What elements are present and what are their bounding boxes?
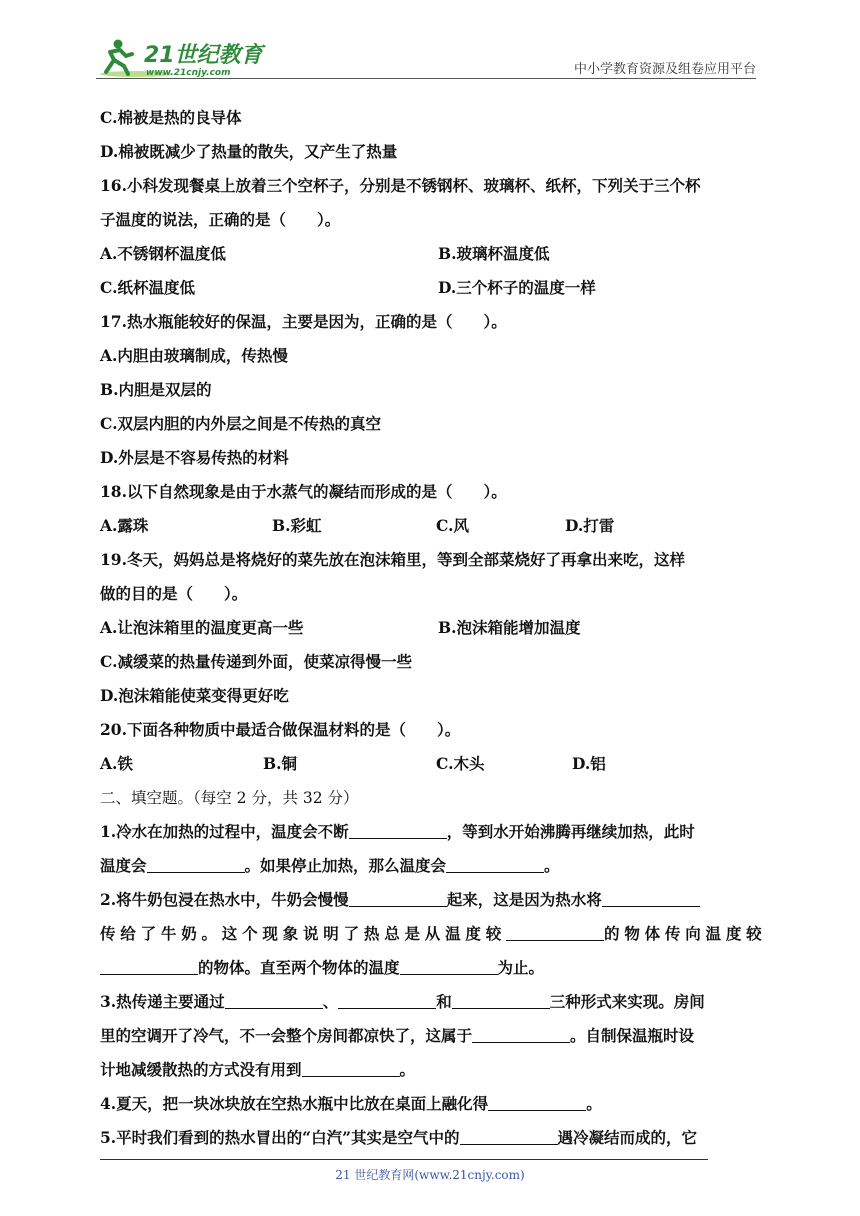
- footer-text: 21 世纪教育网(www.21cnjy.com): [335, 1168, 525, 1182]
- q19-option-a: A.让泡沫箱里的温度更高一些: [100, 618, 304, 637]
- q18-option-c: C.风: [436, 516, 469, 535]
- q20-option-d: D.铝: [572, 754, 606, 773]
- header-platform-text: 中小学教育资源及组卷应用平台: [573, 62, 756, 77]
- fill2-blank-2[interactable]: [602, 886, 700, 907]
- fill3-blank-5[interactable]: [302, 1056, 400, 1077]
- fill3-text-8: 。: [399, 1060, 416, 1079]
- fill4-line1: [100, 1087, 762, 1121]
- q15-option-d: D.棉被既减少了热量的散失，又产生了热量: [100, 142, 398, 161]
- fill1-blank-2[interactable]: [147, 852, 245, 873]
- fill3-text-3: 和: [436, 992, 452, 1011]
- q17-stem: 17.热水瓶能较好的保温，主要是因为，正确的是（ ）。: [100, 312, 507, 331]
- q19-option-d: D.泡沫箱能使菜变得更好吃: [100, 686, 289, 705]
- q19-stem-line2: 做的目的是（ ）。: [100, 584, 248, 603]
- q16-option-a: A.不锈钢杯温度低: [100, 244, 226, 263]
- fill3-blank-1[interactable]: [225, 988, 323, 1009]
- fill2-text-2: 起来，这是因为热水将: [446, 890, 602, 909]
- q17-option-c: C.双层内胆的内外层之间是不传热的真空: [100, 414, 381, 433]
- section2-title: 二、填空题。（每空 2 分，共 32 分）: [100, 789, 359, 807]
- q19-option-c: C.减缓菜的热量传递到外面，使菜凉得慢一些: [100, 652, 412, 671]
- fill5-blank-1[interactable]: [460, 1124, 558, 1145]
- fill4-text-1: 4.夏天，把一块冰块放在空热水瓶中比放在桌面上融化得: [100, 1094, 489, 1113]
- q20-options: [100, 747, 762, 781]
- fill1-text-3: 温度会: [100, 856, 147, 875]
- fill3-blank-3[interactable]: [452, 988, 550, 1009]
- svg-text:www.21cnjy.com: www.21cnjy.com: [146, 68, 231, 78]
- footer-divider: [100, 1159, 708, 1160]
- q16-options-row1: [100, 237, 762, 271]
- fill4-blank-1[interactable]: [488, 1090, 586, 1111]
- fill2-line3: [100, 951, 762, 985]
- q17-option-d: D.外层是不容易传热的材料: [100, 448, 289, 467]
- fill3-text-7: 计地减缓散热的方式没有用到: [100, 1060, 302, 1079]
- q20-stem: 20.下面各种物质中最适合做保温材料的是（ ）。: [100, 720, 461, 739]
- fill1-text-1: 1.冷水在加热的过程中，温度会不断: [100, 822, 349, 841]
- q16-option-c: C.纸杯温度低: [100, 278, 195, 297]
- q16-stem-line2: 子温度的说法，正确的是（ ）。: [100, 210, 341, 229]
- q17-option-a: A.内胆由玻璃制成，传热慢: [100, 346, 288, 365]
- fill3-text-2: 、: [322, 992, 339, 1011]
- q16-stem-line1: 16.小科发现餐桌上放着三个空杯子，分别是不锈钢杯、玻璃杯、纸杯，下列关于三个杯: [100, 176, 701, 195]
- fill2-blank-5[interactable]: [400, 954, 498, 975]
- fill2-line1: [100, 883, 762, 917]
- fill1-text-2: ，等到水开始沸腾再继续加热，此时: [446, 822, 695, 841]
- q19-options-row1: [100, 611, 762, 645]
- q16-option-d: D.三个杯子的温度一样: [438, 278, 596, 297]
- q19-stem-line1: 19.冬天，妈妈总是将烧好的菜先放在泡沫箱里，等到全部菜烧好了再拿出来吃，这样: [100, 550, 685, 569]
- q20-option-b: B.铜: [263, 754, 297, 773]
- fill4-text-2: 。: [586, 1094, 602, 1113]
- header-divider: [96, 78, 756, 79]
- question-content: [100, 101, 767, 1155]
- page-header: [96, 36, 756, 80]
- fill3-text-6: 。自制保温瓶时设: [570, 1026, 695, 1045]
- fill2-blank-1[interactable]: [349, 886, 447, 907]
- fill2-text-3: 传给了牛奶。这个现象说明了热总是从温度较: [100, 924, 507, 943]
- svg-text:21世纪教育: 21世纪教育: [144, 43, 263, 68]
- logo-21cnjy: [96, 36, 266, 80]
- fill3-text-1: 3.热传递主要通过: [100, 992, 225, 1011]
- fill3-blank-4[interactable]: [472, 1022, 570, 1043]
- q18-option-d: D.打雷: [565, 516, 615, 535]
- q18-options: [100, 509, 762, 543]
- q19-option-b: B.泡沫箱能增加温度: [438, 618, 581, 637]
- fill3-line3: [100, 1053, 762, 1087]
- q15-option-c: C.棉被是热的良导体: [100, 108, 242, 127]
- fill5-line1: [100, 1121, 762, 1155]
- q20-option-c: C.木头: [436, 754, 485, 773]
- fill1-text-5: 。: [544, 856, 560, 875]
- fill5-text-1: 5.平时我们看到的热水冒出的“白汽”其实是空气中的: [100, 1128, 460, 1147]
- q18-option-b: B.彩虹: [272, 516, 322, 535]
- fill1-blank-1[interactable]: [349, 818, 447, 839]
- fill3-line2: [100, 1019, 762, 1053]
- fill5-text-2: 遇冷凝结而成的，它: [557, 1128, 698, 1147]
- fill3-blank-2[interactable]: [338, 988, 436, 1009]
- fill2-line2: [100, 917, 767, 951]
- q18-stem: 18.以下自然现象是由于水蒸气的凝结而形成的是（ ）。: [100, 482, 507, 501]
- q16-option-b: B.玻璃杯温度低: [438, 244, 550, 263]
- q17-option-b: B.内胆是双层的: [100, 380, 212, 399]
- fill1-line1: [100, 815, 762, 849]
- fill3-text-5: 里的空调开了冷气，不一会整个房间都凉快了，这属于: [100, 1026, 473, 1045]
- q20-option-a: A.铁: [100, 754, 133, 773]
- fill2-text-1: 2.将牛奶包浸在热水中，牛奶会慢慢: [100, 890, 349, 909]
- fill2-text-5: 的物体。直至两个物体的温度: [198, 958, 400, 977]
- fill1-line2: [100, 849, 762, 883]
- fill2-text-4: 的物体传向温度较: [604, 924, 767, 943]
- fill1-blank-3[interactable]: [446, 852, 544, 873]
- fill2-blank-4[interactable]: [100, 954, 198, 975]
- fill1-text-4: 。如果停止加热，那么温度会: [244, 856, 447, 875]
- fill2-blank-3[interactable]: [506, 920, 604, 941]
- fill3-line1: [100, 985, 762, 1019]
- fill3-text-4: 三种形式来实现。房间: [549, 992, 705, 1011]
- q16-options-row2: [100, 271, 762, 305]
- fill2-text-6: 为止。: [497, 958, 545, 977]
- q18-option-a: A.露珠: [100, 516, 149, 535]
